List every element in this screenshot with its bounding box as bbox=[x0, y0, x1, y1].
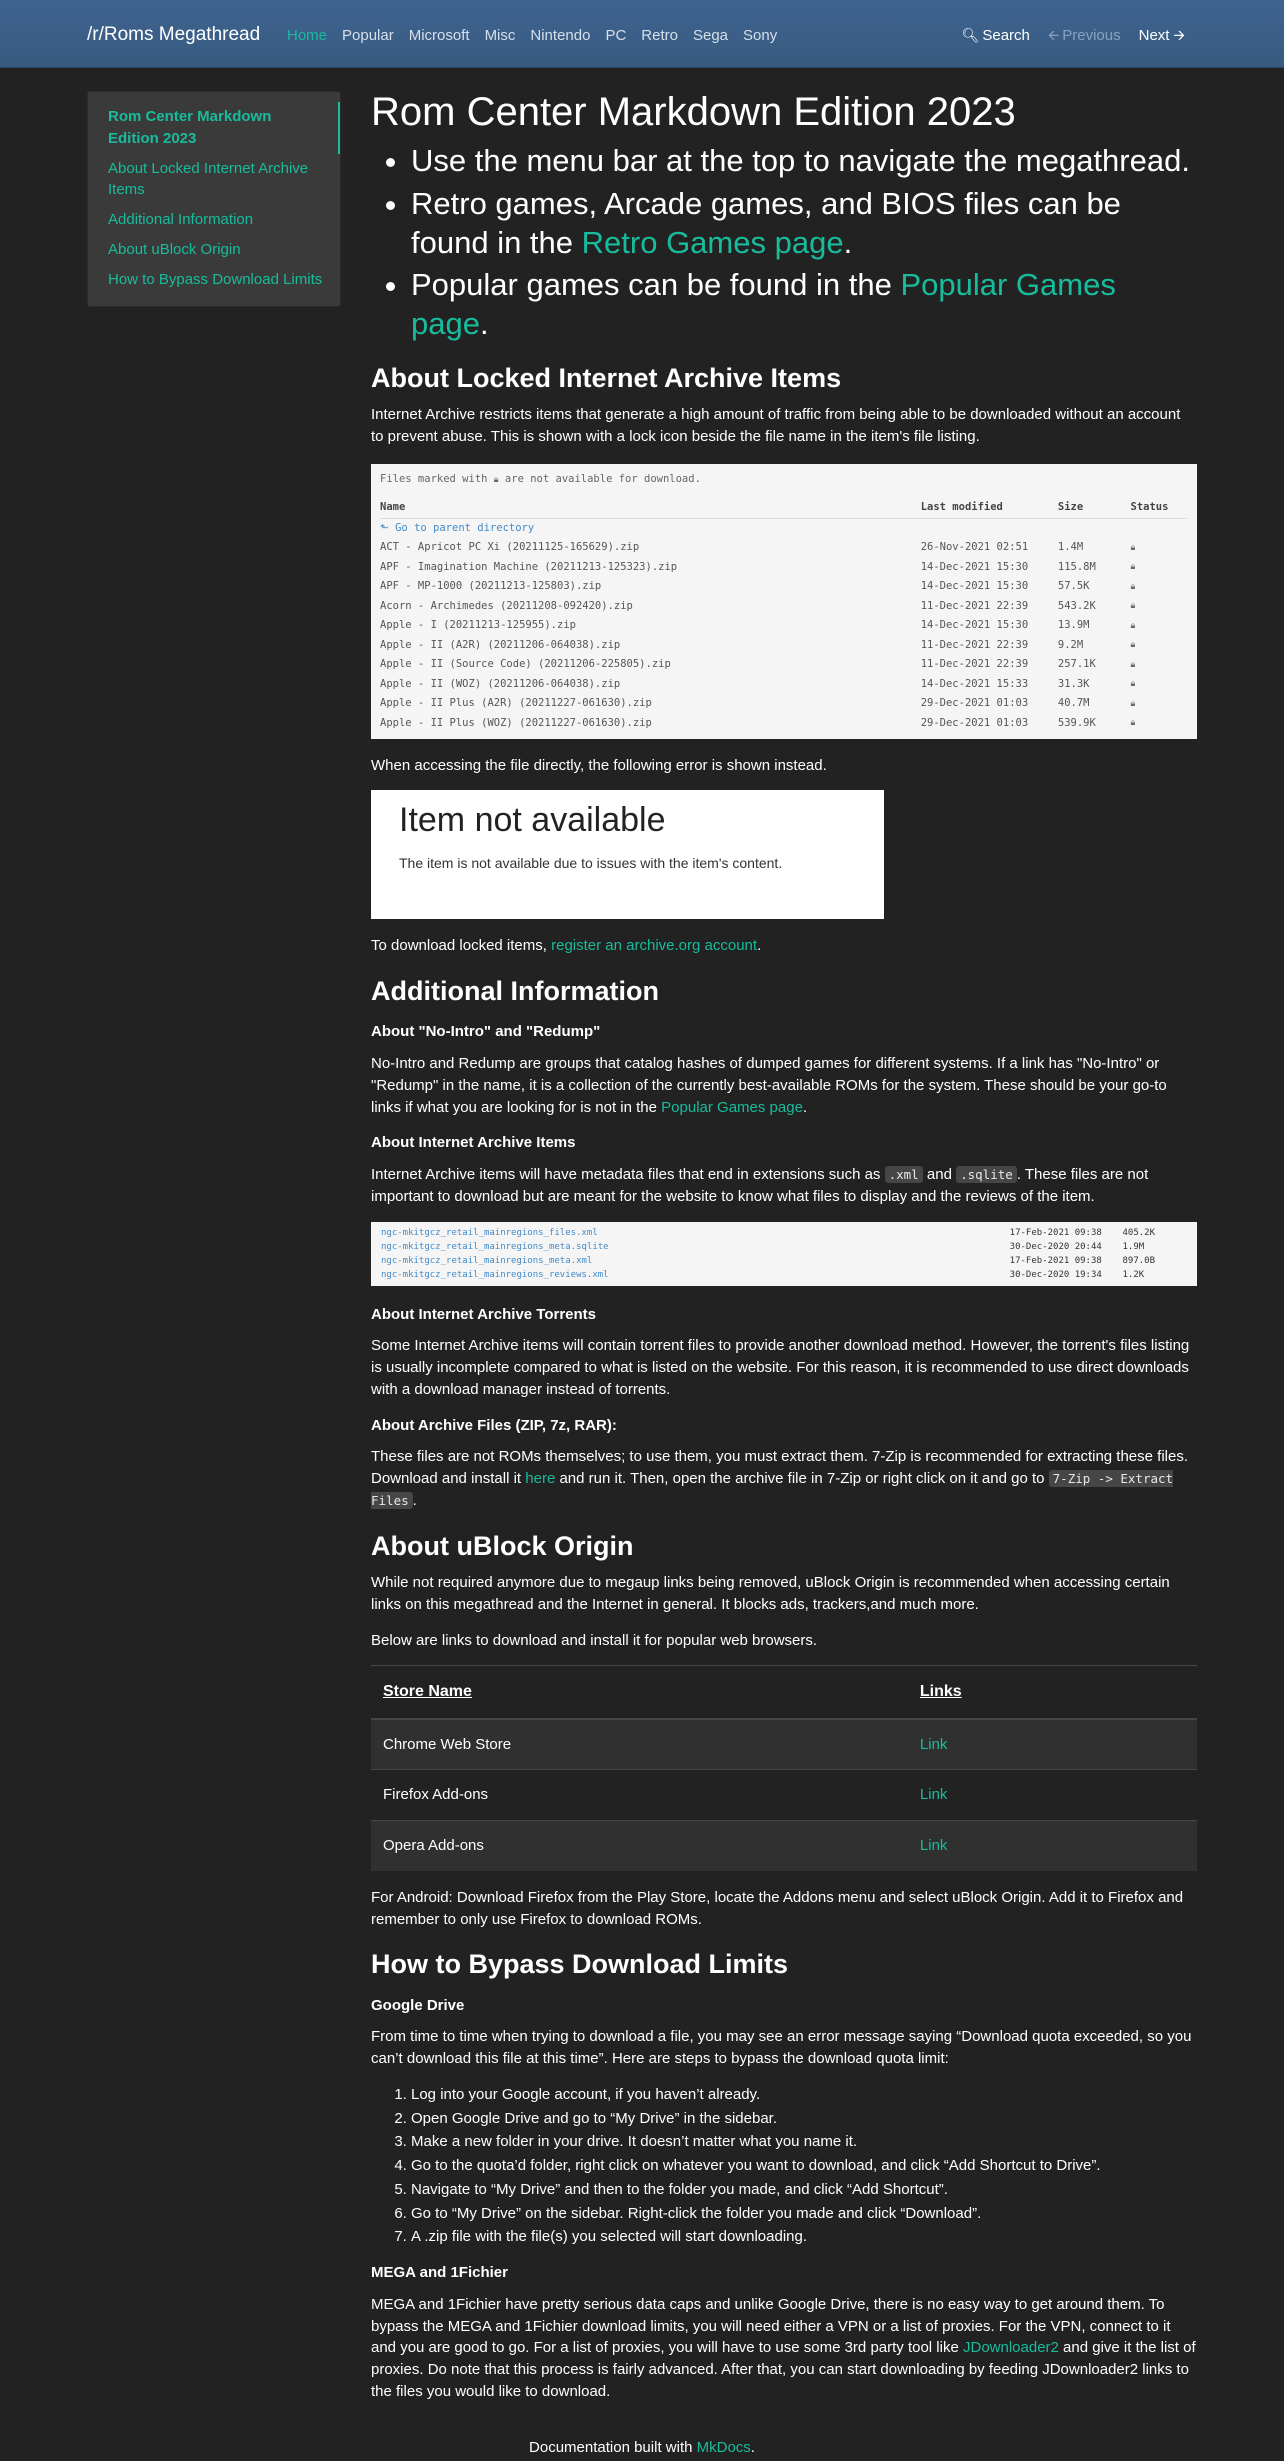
file-name: Apple - II (A2R) (20211206-064038).zip bbox=[380, 638, 621, 651]
file-size: 9.2M bbox=[1057, 638, 1084, 651]
status-cell bbox=[1131, 557, 1188, 577]
status-cell bbox=[1131, 655, 1188, 675]
parent-directory-link bbox=[380, 519, 1187, 538]
site-brand[interactable]: /r/Roms Megathread bbox=[87, 24, 261, 45]
previous-label: Previous bbox=[1062, 27, 1121, 44]
lock-icon: 🔒︎ bbox=[1130, 620, 1136, 631]
file-modified: 29-Dec-2021 01:03 bbox=[920, 697, 1029, 710]
store-name: Opera Add-ons bbox=[371, 1821, 908, 1871]
metadata-table bbox=[381, 1226, 1187, 1282]
file-row bbox=[380, 577, 1187, 597]
store-row bbox=[371, 1770, 1197, 1821]
file-row bbox=[380, 596, 1187, 616]
previous-button[interactable] bbox=[1048, 25, 1121, 47]
file-name: Acorn - Archimedes (20211208-092420).zip bbox=[380, 599, 633, 612]
gdrive-steps bbox=[371, 2084, 1197, 2248]
nav-item-misc[interactable]: Misc bbox=[484, 27, 516, 44]
next-label: Next bbox=[1138, 27, 1170, 44]
subheading-mega: MEGA and 1Fichier bbox=[371, 2264, 508, 2282]
status-cell bbox=[1131, 674, 1188, 694]
page-title: Rom Center Markdown Edition 2023 bbox=[371, 90, 1016, 134]
bullet-text: Popular games can be found in the bbox=[411, 267, 892, 303]
mega-paragraph bbox=[371, 2294, 1197, 2403]
section-heading-ublock: About uBlock Origin bbox=[371, 1530, 634, 1561]
file-modified: 11-Dec-2021 22:39 bbox=[920, 638, 1029, 651]
metadata-file-name: ngc-mkitgcz_retail_mainregions_files.xml bbox=[381, 1227, 598, 1238]
7zip-download-link[interactable]: here bbox=[525, 1470, 556, 1488]
subheading-google-drive: Google Drive bbox=[371, 1996, 465, 2014]
file-row bbox=[380, 655, 1187, 675]
lock-icon: 🔒︎ bbox=[1130, 581, 1136, 592]
mkdocs-link[interactable]: MkDocs bbox=[696, 2439, 751, 2456]
error-description: The item is not available due to issues with the item's content. bbox=[399, 855, 783, 872]
file-row bbox=[380, 538, 1187, 558]
nav-item-pc[interactable]: PC bbox=[605, 27, 627, 44]
ia-items-text-2: . These files are not important to download but are meant for the website to know what files to display and the reviews of the item. bbox=[371, 1166, 1149, 1205]
popular-games-link[interactable]: Popular Games page bbox=[411, 267, 1116, 341]
nointro-text: No-Intro and Redump are groups that catalog hashes of dumped games for different systems. If a link has "No-Intro" or "Redump" in the name, it is a collection of the currently best-available ROMs for the system. These should be your go-to links if what you are looking for is not in the bbox=[371, 1055, 1167, 1116]
metadata-size: 897.0B bbox=[1122, 1255, 1156, 1266]
file-size: 13.9M bbox=[1057, 619, 1090, 632]
up-arrow-icon: ⬑ bbox=[380, 522, 389, 535]
file-modified: 14-Dec-2021 15:30 bbox=[920, 580, 1029, 593]
file-name: Apple - II (Source Code) (20211206-225805).zip bbox=[380, 658, 671, 671]
store-link-cell bbox=[908, 1770, 1197, 1821]
file-listing-image bbox=[371, 464, 1197, 739]
main-content bbox=[371, 88, 1197, 2417]
lock-icon: 🔒︎ bbox=[1130, 640, 1136, 651]
archive-text: These files are not ROMs themselves; to use them, you must extract them. 7-Zip is recommended for extracting these files. Download and install it bbox=[371, 1448, 1188, 1488]
subheading-nointro: About "No-Intro" and "Redump" bbox=[371, 1023, 601, 1041]
file-row bbox=[380, 674, 1187, 694]
arrow-left-icon: 🡨 bbox=[1047, 27, 1060, 43]
col-status: Status bbox=[1131, 497, 1188, 519]
footer bbox=[0, 2437, 1284, 2459]
archive-text-2: and run it. Then, open the archive file in 7-Zip or right click on it and go to bbox=[559, 1470, 1045, 1488]
ublock-store-table bbox=[371, 1665, 1197, 1870]
lock-icon: 🔒︎ bbox=[1130, 659, 1136, 670]
file-name: ACT - Apricot PC Xi (20211125-165629).zip bbox=[380, 541, 640, 554]
search-label: Search bbox=[982, 27, 1030, 44]
store-link-cell bbox=[908, 1719, 1197, 1770]
file-name: Apple - I (20211213-125955).zip bbox=[380, 619, 576, 632]
toc-item-locked-items[interactable]: About Locked Internet Archive Items bbox=[108, 159, 309, 199]
file-row bbox=[380, 635, 1187, 655]
code-xml: .xml bbox=[885, 1166, 923, 1183]
nointro-paragraph: No-Intro and Redump are groups that catalog hashes of dumped games for different systems. If a link has "No-Intro" or "Redump" in the name, it is a collection of the currently best-available ROMs for the system. These should be your go-to links if what you are looking for is not in the Popular Games page. bbox=[371, 1055, 1167, 1116]
lock-icon: 🔒︎ bbox=[1130, 542, 1136, 553]
mega-text: MEGA and 1Fichier have pretty serious data caps and unlike Google Drive, there is no easy way to get around them. To bypass the MEGA and 1Fichier download limits, you will need either a VPN or a list of proxies. For the VPN, connect to it and you are good to go. For a list of proxies, you will have to use some 3rd party tool like bbox=[371, 2295, 1171, 2357]
metadata-row bbox=[381, 1226, 1187, 1240]
metadata-size: 405.2K bbox=[1122, 1227, 1156, 1238]
toc-item-rom-center[interactable]: Rom Center Markdown Edition 2023 bbox=[88, 102, 340, 154]
store-name: Chrome Web Store bbox=[371, 1719, 908, 1770]
file-table bbox=[380, 497, 1187, 733]
parent-label: Go to parent directory bbox=[395, 522, 535, 535]
metadata-modified: 17-Feb-2021 09:38 bbox=[1009, 1255, 1102, 1266]
bullet-item: • Use the menu bar at the top to navigate the megathread. bbox=[411, 142, 1197, 181]
error-intro: When accessing the file directly, the following error is shown instead. bbox=[371, 756, 827, 774]
store-link-cell bbox=[908, 1821, 1197, 1871]
col-links: Links bbox=[908, 1666, 1197, 1719]
register-paragraph: To download locked items, register an archive.org account. bbox=[371, 937, 762, 955]
file-size: 1.4M bbox=[1057, 541, 1084, 554]
col-name: Name bbox=[380, 497, 921, 519]
file-row bbox=[380, 694, 1187, 714]
nav-item-sega[interactable]: Sega bbox=[692, 27, 729, 44]
nav-item-home[interactable]: Home bbox=[287, 27, 328, 44]
toc-item-ublock[interactable]: About uBlock Origin bbox=[108, 240, 241, 258]
section-heading-locked: About Locked Internet Archive Items bbox=[371, 362, 842, 393]
file-modified: 29-Dec-2021 01:03 bbox=[920, 716, 1029, 729]
ia-items-text: Internet Archive items will have metadata files that end in extensions such as bbox=[371, 1166, 881, 1184]
status-cell bbox=[1131, 694, 1188, 714]
mega-text-2: and give it the list of proxies. Do note that this process is fairly advanced. After that, you can start downloading by feeding JDownloader2 links to the files you would like to download. bbox=[371, 2339, 1196, 2400]
arrow-right-icon: 🡪 bbox=[1173, 27, 1185, 43]
file-size: 539.9K bbox=[1057, 716, 1096, 729]
lock-icon: 🔒︎ bbox=[1130, 698, 1136, 709]
file-name: APF - Imagination Machine (20211213-125323).zip bbox=[380, 560, 678, 573]
metadata-file-name: ngc-mkitgcz_retail_mainregions_reviews.xml bbox=[381, 1269, 609, 1280]
file-modified: 14-Dec-2021 15:33 bbox=[920, 677, 1029, 690]
file-name: APF - MP-1000 (20211213-125803).zip bbox=[380, 580, 602, 593]
nav-actions bbox=[962, 25, 1188, 47]
lock-icon: 🔒︎ bbox=[1130, 679, 1136, 690]
bullet-text: Retro games, Arcade games, and BIOS files can be found in the bbox=[411, 185, 1121, 260]
metadata-size: 1.9M bbox=[1122, 1241, 1145, 1252]
status-cell bbox=[1131, 596, 1188, 616]
toc-item-bypass-limits[interactable]: How to Bypass Download Limits bbox=[108, 270, 323, 288]
gdrive-step: 1. Log into your Google account, if you haven’t already. bbox=[411, 2084, 1197, 2106]
file-name: Apple - II (WOZ) (20211206-064038).zip bbox=[380, 677, 621, 690]
metadata-file-name: ngc-mkitgcz_retail_mainregions_meta.xml bbox=[381, 1255, 593, 1266]
gdrive-step: 2. Open Google Drive and go to “My Drive” in the sidebar. bbox=[411, 2108, 1197, 2130]
file-name: Apple - II Plus (A2R) (20211227-061630).zip bbox=[380, 697, 652, 710]
retro-games-link[interactable]: Retro Games page bbox=[581, 224, 844, 260]
metadata-row bbox=[381, 1240, 1187, 1254]
ia-items-paragraph bbox=[371, 1164, 1197, 1208]
lock-icon: 🔒︎ bbox=[1130, 601, 1136, 612]
gdrive-step: 4. Go to the quota’d folder, right click on whatever you want to download, and click “Add Shortcut to Drive”. bbox=[411, 2155, 1197, 2177]
and-text: and bbox=[926, 1166, 952, 1184]
store-link[interactable]: Link bbox=[919, 1837, 948, 1855]
subheading-ia-items: About Internet Archive Items bbox=[371, 1134, 576, 1152]
file-name: Apple - II Plus (WOZ) (20211227-061630).zip bbox=[380, 716, 652, 729]
nav-item-microsoft[interactable]: Microsoft bbox=[408, 27, 470, 44]
bullet-item: • Retro games, Arcade games, and BIOS files can be found in the Retro Games page. bbox=[411, 185, 1197, 263]
file-rows bbox=[380, 538, 1187, 733]
code-sqlite: .sqlite bbox=[956, 1166, 1017, 1183]
store-name: Firefox Add-ons bbox=[371, 1770, 908, 1821]
file-size: 115.8M bbox=[1057, 560, 1096, 573]
file-size: 257.1K bbox=[1057, 658, 1096, 671]
listing-note-pre: Files marked with bbox=[380, 472, 488, 485]
nav-item-sony[interactable]: Sony bbox=[743, 27, 778, 44]
archive-paragraph bbox=[371, 1446, 1197, 1511]
jdownloader-link[interactable]: JDownloader2 bbox=[962, 2339, 1059, 2357]
file-row bbox=[380, 616, 1187, 636]
nav-item-nintendo[interactable]: Nintendo bbox=[530, 27, 591, 44]
file-size: 31.3K bbox=[1057, 677, 1090, 690]
store-link[interactable]: Link bbox=[919, 1786, 948, 1804]
search-icon: 🔍︎ bbox=[961, 27, 980, 43]
metadata-file-name: ngc-mkitgcz_retail_mainregions_meta.sqlite bbox=[381, 1241, 609, 1252]
lock-icon: 🔒︎ bbox=[493, 474, 499, 485]
register-text: To download locked items, bbox=[371, 937, 547, 955]
footer-text: Documentation built with bbox=[529, 2439, 693, 2456]
error-title: Item not available bbox=[399, 801, 666, 840]
col-store-name: Store Name bbox=[371, 1666, 908, 1719]
metadata-files-image bbox=[371, 1222, 1197, 1286]
store-rows bbox=[371, 1719, 1197, 1871]
next-button[interactable] bbox=[1139, 25, 1188, 47]
popular-games-link-2[interactable]: Popular Games page bbox=[661, 1098, 803, 1116]
listing-note-post: are not available for download. bbox=[504, 472, 701, 485]
subheading-archive-files: About Archive Files (ZIP, 7z, RAR): bbox=[371, 1416, 617, 1434]
bullet-item: • Popular games can be found in the Popular Games page. bbox=[411, 266, 1197, 344]
gdrive-step: 3. Make a new folder in your drive. It doesn’t matter what you name it. bbox=[411, 2131, 1197, 2153]
store-row bbox=[371, 1719, 1197, 1770]
status-cell bbox=[1131, 635, 1188, 655]
nav-menu bbox=[287, 25, 792, 47]
gdrive-step: 6. Go to “My Drive” on the sidebar. Right-click the folder you made and click “Download”. bbox=[411, 2203, 1197, 2225]
file-modified: 14-Dec-2021 15:30 bbox=[920, 560, 1029, 573]
file-size: 57.5K bbox=[1057, 580, 1090, 593]
intro-bullets bbox=[371, 142, 1197, 344]
locked-intro: Internet Archive restricts items that generate a high amount of traffic from being able to be downloaded without an account to prevent abuse. This is shown with a lock icon beside the file name in the item's file listing. bbox=[371, 406, 1181, 445]
section-heading-additional: Additional Information bbox=[371, 976, 659, 1007]
ublock-intro: While not required anymore due to megaup links being removed, uBlock Origin is recommended when accessing certain links on this megathread and the Internet in general. It blocks ads, trackers,and much more. bbox=[371, 1574, 1170, 1613]
file-row bbox=[380, 557, 1187, 577]
toc-item-additional-info[interactable]: Additional Information bbox=[108, 211, 254, 228]
file-size: 543.2K bbox=[1057, 599, 1096, 612]
lock-icon: 🔒︎ bbox=[1130, 718, 1136, 729]
status-cell bbox=[1131, 713, 1188, 733]
register-link[interactable]: register an archive.org account bbox=[551, 937, 758, 955]
ublock-browsers: Below are links to download and install it for popular web browsers. bbox=[371, 1631, 818, 1649]
section-heading-bypass: How to Bypass Download Limits bbox=[371, 1949, 789, 1980]
gdrive-step: 5. Navigate to “My Drive” and then to the folder you made, and click “Add Shortcut”. bbox=[411, 2179, 1197, 2201]
file-size: 40.7M bbox=[1057, 697, 1090, 710]
status-cell bbox=[1131, 577, 1188, 597]
metadata-size: 1.2K bbox=[1122, 1269, 1145, 1280]
store-link[interactable]: Link bbox=[919, 1735, 948, 1753]
file-modified: 11-Dec-2021 22:39 bbox=[920, 658, 1029, 671]
nav-item-retro[interactable]: Retro bbox=[641, 27, 678, 44]
store-row bbox=[371, 1821, 1197, 1871]
error-image bbox=[371, 790, 884, 919]
lock-icon: 🔒︎ bbox=[1130, 562, 1136, 573]
gdrive-paragraph: From time to time when trying to download a file, you may see an error message saying “Download quota exceeded, so you can’t download this file at this time”. Here are steps to bypass the download quota limit: bbox=[371, 2028, 1192, 2068]
nav-item-popular[interactable]: Popular bbox=[342, 27, 394, 44]
gdrive-step: 7. A .zip file with the file(s) you selected will start downloading. bbox=[411, 2226, 1197, 2248]
metadata-modified: 30-Dec-2020 20:44 bbox=[1009, 1241, 1102, 1252]
torrents-paragraph: Some Internet Archive items will contain torrent files to provide another download method. However, the torrent's files listing is usually incomplete compared to what is listed on the website. For this reason, it is recommended to use direct downloads with a download manager instead of torrents. bbox=[371, 1337, 1190, 1398]
col-modified: Last modified bbox=[921, 497, 1058, 519]
listing-note bbox=[380, 472, 1187, 487]
subheading-torrents: About Internet Archive Torrents bbox=[371, 1305, 597, 1323]
period: . bbox=[412, 1491, 417, 1509]
status-cell bbox=[1131, 616, 1188, 636]
metadata-modified: 30-Dec-2020 19:34 bbox=[1009, 1269, 1102, 1280]
file-modified: 14-Dec-2021 15:30 bbox=[920, 619, 1029, 632]
search-button[interactable] bbox=[962, 25, 1030, 47]
file-row bbox=[380, 713, 1187, 733]
file-modified: 26-Nov-2021 02:51 bbox=[920, 541, 1029, 554]
metadata-rows bbox=[381, 1226, 1187, 1282]
code-extract: 7-Zip -> Extract Files bbox=[371, 1471, 1174, 1508]
status-cell bbox=[1131, 538, 1188, 558]
android-paragraph: For Android: Download Firefox from the Play Store, locate the Addons menu and select uBlock Origin. Add it to Firefox and remember to only use Firefox to download ROMs. bbox=[371, 1888, 1184, 1928]
col-size: Size bbox=[1058, 497, 1131, 519]
navbar bbox=[0, 0, 1284, 68]
toc-sidebar bbox=[87, 91, 341, 307]
file-modified: 11-Dec-2021 22:39 bbox=[920, 599, 1029, 612]
metadata-row bbox=[381, 1254, 1187, 1268]
footer-period: . bbox=[750, 2439, 755, 2456]
metadata-modified: 17-Feb-2021 09:38 bbox=[1009, 1227, 1102, 1238]
metadata-row bbox=[381, 1268, 1187, 1282]
